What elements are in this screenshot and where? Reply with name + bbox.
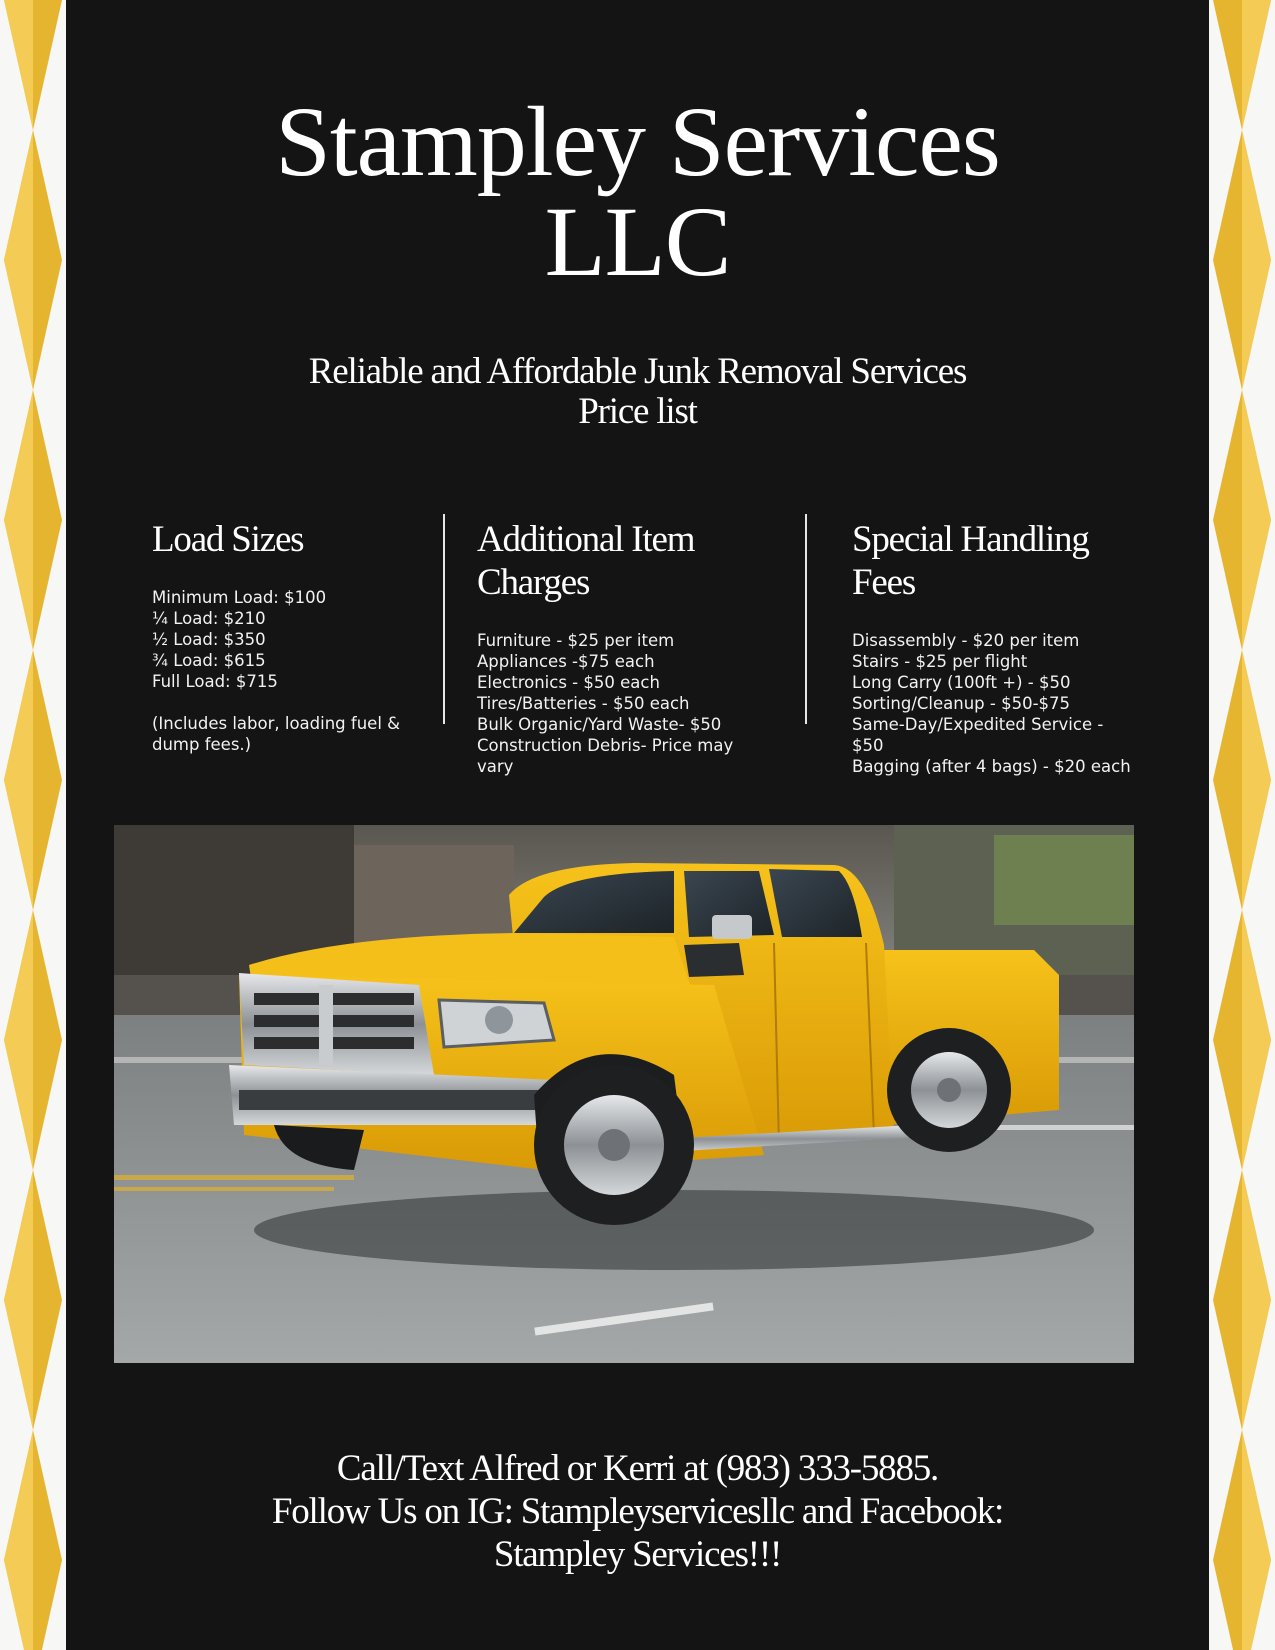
phone-line: Call/Text Alfred or Kerri at (983) 333-5885. [336,1448,939,1489]
load-sizes-list [152,587,422,692]
tagline-line1: Reliable and Affordable Junk Removal Services [308,351,967,392]
social-line-facebook: Stampley Services!!! [493,1534,782,1575]
social-line: Follow Us on IG: Stampleyservicesllc and Facebook: [271,1491,1004,1532]
contact-info [66,1447,1209,1576]
list-item: ¾ Load: $615 [152,651,266,670]
list-item: ½ Load: $350 [152,630,266,649]
list-item: Disassembly - $20 per item [852,631,1080,650]
tagline [66,352,1209,432]
yellow-pickup-truck-image [114,825,1134,1363]
column-divider [805,514,807,724]
load-sizes-section [152,518,422,755]
list-item: Same-Day/Expedited Service - $50 [852,715,1104,755]
list-item: Full Load: $715 [152,672,278,691]
additional-charges-list [477,630,767,777]
right-diamond-border [1209,0,1275,1650]
flyer-panel [66,0,1209,1650]
company-title [66,86,1209,297]
company-title-line1: Stampley Services [275,86,1000,197]
column-divider [443,514,445,724]
price-list-label: Price list [578,391,697,432]
special-handling-list [852,630,1132,777]
company-title-line2: LLC [544,186,731,297]
load-sizes-heading: Load Sizes [152,519,304,560]
list-item: Bulk Organic/Yard Waste- $50 [477,715,722,734]
list-item: Construction Debris- Price may vary [477,736,734,776]
truck-photo [114,825,1134,1363]
list-item: Minimum Load: $100 [152,588,327,607]
list-item: Electronics - $50 each [477,673,660,692]
list-item: Bagging (after 4 bags) - $20 each [852,757,1131,776]
list-item: Stairs - $25 per flight [852,652,1028,671]
list-item: ¼ Load: $210 [152,609,266,628]
special-handling-section [852,518,1132,777]
left-diamond-border [0,0,66,1650]
additional-charges-section [477,518,767,777]
list-item: Appliances -$75 each [477,652,655,671]
additional-charges-heading: Additional Item Charges [477,519,695,603]
special-handling-heading: Special Handling Fees [852,519,1089,603]
list-item: Tires/Batteries - $50 each [477,694,690,713]
load-sizes-note: (Includes labor, loading fuel & dump fees.) [152,714,401,754]
list-item: Sorting/Cleanup - $50-$75 [852,694,1071,713]
list-item: Furniture - $25 per item [477,631,675,650]
list-item: Long Carry (100ft +) - $50 [852,673,1071,692]
